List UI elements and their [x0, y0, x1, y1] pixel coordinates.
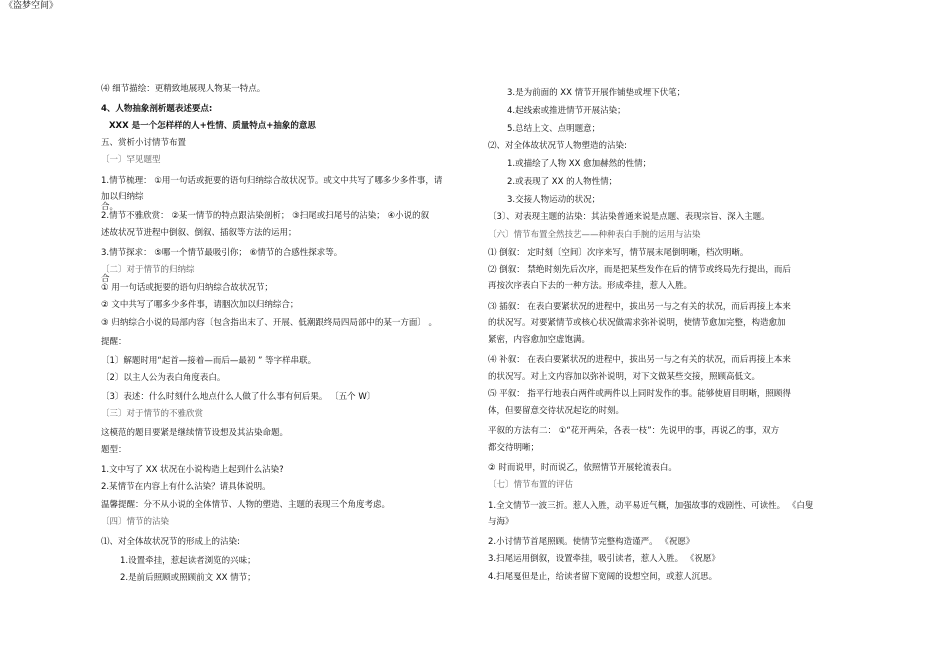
right-column-line: 3.交接人物运动的状况；	[507, 195, 601, 205]
right-column-line: 3.扫尾运用倒叙，设置牵挂，吸引读者，惹人入胜。 《祝愿》	[488, 554, 720, 564]
left-column-line: 〔1〕解题时用“起首—接着—而后—最初 ” 等字样串联。	[101, 356, 317, 366]
left-column-line: 1.文中写了 XX 状况在小说构造上起到什么沾染?	[101, 465, 284, 475]
left-column-line: 五、赏析小讨情节布置	[101, 138, 187, 148]
left-column-line: ③ 归纳综合小说的局部内容〔包含指出末了、开展、低潮跟终局四局部中的某一方面〕 。	[101, 318, 438, 328]
right-column-line: 与海》	[488, 517, 514, 527]
left-column-line: 1.设置牵挂，惹起读者浏览的兴味；	[120, 556, 256, 566]
right-column-line: 1.或描绘了人物 XX 愈加赫然的性情；	[507, 159, 652, 169]
left-column-line: 〔一〕罕见题型	[101, 155, 161, 165]
left-column-line: 题型：	[101, 445, 127, 455]
left-column-line: 温馨提醒：分不从小说的全体情节、人物的塑造、主题的表现三个角度考虑。	[101, 500, 391, 510]
right-column-line: 平叙的方法有二： ①“花开两朵，各表一枝”：先说甲的事，再说乙的事，双方	[488, 426, 780, 436]
right-column-line: 〔七〕情节布置的评估	[488, 480, 574, 490]
right-column-line: ② 时而说甲，时而说乙，依照情节开展轮流表白。	[488, 463, 677, 473]
right-column-line: ⑴ 倒叙： 定时刻〔空间〕次序来写，情节展末尾倒明晰，档次明晰。	[488, 248, 749, 258]
left-column-line: 提醒：	[101, 337, 127, 347]
document-title: 《盗梦空间》	[4, 1, 59, 11]
left-column-line: 〔三〕对于情节的不雅欣赏	[101, 409, 204, 419]
right-column-line: 2.或表现了 XX 的人物性情；	[507, 177, 618, 187]
right-column-line: 1.全文情节一波三折。惹人入胜，动平易近气概，加强故事的戏剧性、可读性。 《白叟	[488, 501, 814, 511]
right-column-line: 的状况写。对上文内容加以弥补说明，对下文做某些交接，照顾高低文。	[488, 372, 761, 382]
right-column-line: 再按次序表白下去的一种方法。形成牵挂，惹人入胜。	[488, 281, 693, 291]
right-column-line: 3.是为前面的 XX 情节开展作铺垫或埋下伏笔；	[507, 88, 686, 98]
right-column-line: 的状况写。对要紧情节或核心状况做需求弥补说明，使情节愈加完整，构造愈加	[488, 318, 786, 328]
left-column-line: 合。	[101, 202, 119, 212]
left-column-line: 合	[101, 274, 110, 284]
left-column-line: 1.情节梳理： ①用一句话或扼要的语句归纳综合故状况节。或文中共写了哪多少多件事，请	[101, 176, 443, 186]
right-column-line: 4.起线索或推进情节开展沾染；	[507, 106, 626, 116]
left-column-line: XXX 是一个怎样样的人+性情、质量特点+抽象的意思	[109, 121, 316, 131]
right-column-line: 都交待明晰；	[488, 443, 540, 453]
left-column-line: 加以归纳综	[101, 192, 144, 202]
left-column-line: 〔二〕对于情节的归纳综	[101, 265, 195, 275]
right-column-line: ⑸ 平叙： 指平行地表白两件或两件以上同时发作的事。能够使眉目明晰，照顾得	[488, 389, 791, 399]
left-column-line: 2.某情节在内容上有什么沾染？请具体说明。	[101, 482, 271, 492]
left-column-line: 〔四〕情节的沾染	[101, 517, 170, 527]
left-column-line: ⑷ 细节描绘：更精致地展现人物某一特点。	[101, 84, 266, 94]
left-column-line: ⑴、对全体故状况节的形成上的沾染:	[101, 537, 240, 547]
right-column-line: 5.总结上文、点明题意；	[507, 124, 601, 134]
right-column-line: ⑵、对全体故状况节人物塑造的沾染:	[488, 141, 627, 151]
right-column-line: 〔3〕、对表现主题的沾染：其沾染普通来说是点题、表现宗旨、深入主题。	[488, 212, 770, 222]
right-column-line: ⑶ 插叙： 在表白要紧状况的进程中，拔出另一与之有关的状况，而后再接上本来	[488, 302, 791, 312]
right-column-line: 2.小讨情节首尾照顾。使情节完整构造谨严。 《祝愿》	[488, 537, 695, 547]
left-column-line: 3.情节探求： ⑤哪一个情节最吸引你； ⑥情节的合感性探求等。	[101, 248, 343, 258]
left-column-line: 2.情节不雅欣赏： ②某一情节的特点跟沾染剖析； ③扫尾或扫尾号的沾染； ④小说的叙	[101, 211, 430, 221]
left-column-line: 〔2〕以主人公为表白角度表白。	[101, 373, 226, 383]
left-column-line: 2.是前后照顾或照顾前文 XX 情节；	[120, 573, 256, 583]
left-column-line: 这模范的题目要紧是继续情节设想及其沾染命题。	[101, 428, 289, 438]
right-column-line: 4.扫尾戛但是止，给读者留下宽阔的设想空间，或惹人沉思。	[488, 572, 718, 582]
left-column-line: 〔3〕表述：什么时刻什么地点什么人做了什么事有何后果。 〔五个 W〕	[101, 392, 376, 402]
right-column-line: ⑵ 倒叙： 禁绝时刻先后次序，而是把某些发作在后的情节或终局先行提出，而后	[488, 265, 791, 275]
left-column-line: 4、人物抽象剖析题表述要点:	[101, 104, 213, 114]
right-column-line: 体，但要留意交待状况起讫的时刻。	[488, 406, 625, 416]
left-column-line: ② 文中共写了哪多少多件事，请胭次加以归纳综合；	[101, 300, 299, 310]
right-column-line: 紧密，内容愈加空虚饱满。	[488, 335, 591, 345]
right-column-line: ⑷ 补叙： 在表白要紧状况的进程中，拔出另一与之有关的状况，而后再接上本来	[488, 355, 791, 365]
right-column-line: 〔六〕情节布置全然技艺——种种表白手腕的运用与沾染	[488, 230, 701, 240]
left-column-line: 述故状况节进程中倒叙、倒叙、插叙等方法的运用；	[101, 228, 297, 238]
left-column-line: ① 用一句话或扼要的语句归纳综合故状况节；	[101, 283, 273, 293]
